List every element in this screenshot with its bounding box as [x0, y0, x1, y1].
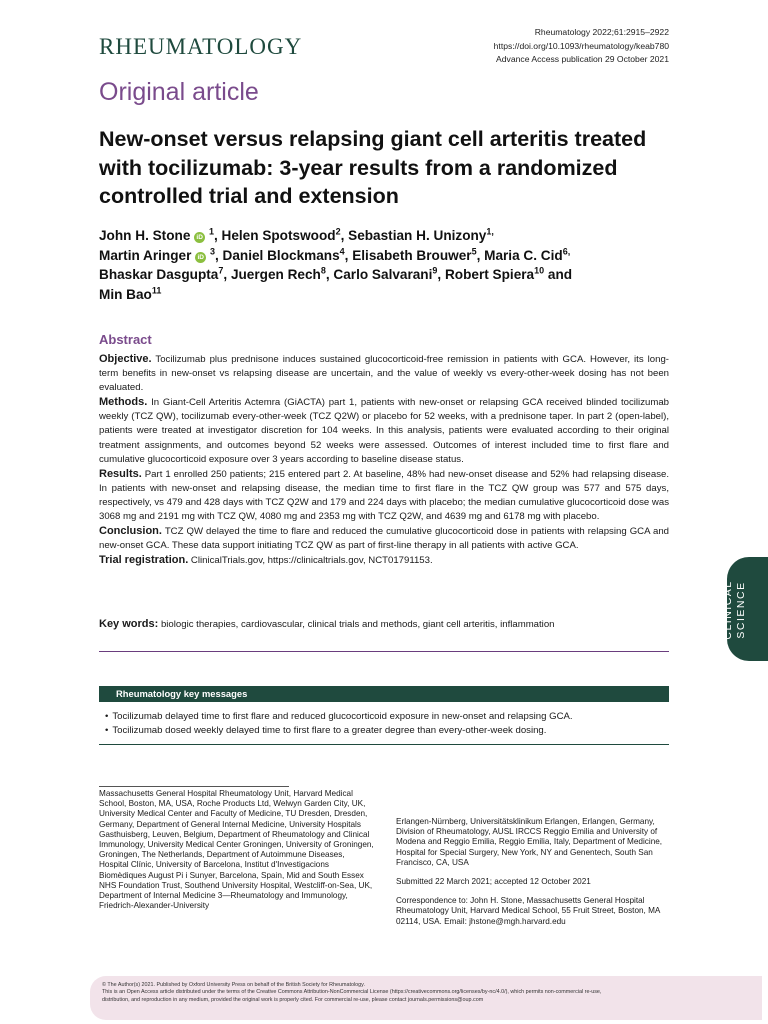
correspondence: Correspondence to: John H. Stone, Massachusetts General Hospital Rheumatology Unit, Harvard Medical School, 55 Fruit Street, Boston, MA 02114, USA. Email: jhstone@mgh.harvard.edu	[396, 896, 660, 926]
abstract-heading: Abstract	[99, 332, 152, 347]
section-divider	[99, 651, 669, 652]
abstract-conclusion: Conclusion. TCZ QW delayed the time to flare and reduced the cumulative glucocorticoid dose in patients with relapsing GCA and new-onset GCA. These data support initiating TCZ QW as part of first-line therapy in all patients with active GCA.	[99, 525, 669, 552]
abstract-objective: Objective. Tocilizumab plus prednisone induces sustained glucocorticoid-free remission in patients with GCA. However, its long-term benefits in new-onset vs relapsing disease are uncertain, and the value of weekly vs every-other-week dosing has not been evaluated.	[99, 353, 669, 394]
key-messages-heading: Rheumatology key messages	[99, 686, 669, 702]
list-item: • Tocilizumab delayed time to first flare and reduced glucocorticoid exposure in new-onset and relapsing GCA.	[105, 710, 665, 724]
author-name[interactable]: Bhaskar Dasgupta	[99, 267, 219, 282]
author-name[interactable]: , Juergen Rech	[223, 267, 321, 282]
submission-dates: Submitted 22 March 2021; accepted 12 October 2021	[396, 877, 591, 887]
list-item: • Tocilizumab dosed weekly delayed time to first flare to a greater degree than every-other-week dosing.	[105, 724, 665, 738]
orcid-icon[interactable]: iD	[195, 252, 206, 263]
author-name[interactable]: , Robert Spiera	[437, 267, 535, 282]
license-text: © The Author(s) 2021. Published by Oxford University Press on behalf of the British Society for Rheumatology. This is an Open Access article distributed under the terms of the Creative Commons Attribution-NonCommercial License (https://creativecommons.org/licenses/by-nc/4.0/), which permits non-commercial re-use, distribution, and reproduction in any medium, provided the original work is properly cited. For commercial re-use, please contact journals.permissions@oup.com	[102, 982, 602, 1003]
affiliations-left: Massachusetts General Hospital Rheumatology Unit, Harvard Medical School, Boston, MA, USA, Roche Products Ltd, Welwyn Garden City, UK, University Medical Center and Faculty of Medicine, TU Dresden, Dresden, Germany, Department of General Internal Medicine, University Hospitals Gasthuisberg, Leuven, Belgium, Department of Rheumatology and Clinical Immunology, University Medical Center Groningen, University of Groningen, Groningen, The Netherlands, Department of Autoimmune Diseases, Hospital Clínic, University of Barcelona, Institut d'Investigacions Biomèdiques August Pi i Sunyer, Barcelona, Spain, Mid and South Essex NHS Foundation Trust, Southend University Hospital, Westcliff-on-Sea, UK, Department of Internal Medicine 3—Rheumatology and Immunology, Friedrich-Alexander-University	[99, 789, 374, 911]
affiliations-right	[396, 817, 672, 936]
footnote-divider	[99, 786, 289, 787]
author-name[interactable]: John H. Stone	[99, 228, 191, 243]
abstract-body	[99, 352, 669, 568]
key-messages-list	[105, 710, 665, 738]
doi-link[interactable]: https://doi.org/10.1093/rheumatology/keab780	[493, 40, 669, 51]
author-name[interactable]: , Daniel Blockmans	[214, 247, 340, 263]
section-tab-label: CLINICAL SCIENCE	[722, 580, 747, 640]
author-name[interactable]: , Sebastian H. Unizony	[340, 228, 487, 243]
affiliations-continued: Erlangen-Nürnberg, Universitätsklinikum Erlangen, Erlangen, Germany, Division of Rheumatology, AUSL IRCCS Reggio Emilia and University of Modena and Reggio Emilia, Reggio Emilia, Italy, Department of Medicine, Hospital for Special Surgery, New York, NY and Genentech, South San Francisco, CA, USA	[396, 817, 663, 867]
author-name[interactable]: Martin Aringer	[99, 247, 192, 263]
article-type: Original article	[99, 78, 259, 106]
author-name[interactable]: , Maria C. Cid	[476, 247, 563, 263]
publication-date: Advance Access publication 29 October 2021	[496, 54, 669, 64]
license-footer	[90, 976, 762, 1020]
citation-block	[409, 26, 669, 67]
citation-volume: Rheumatology 2022;61:2915–2922	[534, 27, 669, 37]
key-messages-box	[99, 686, 669, 745]
author-list: John H. Stone iD $^1$, Helen Spotswood$^2$, Sebastian H. Unizony$^{1,}$ Martin Aringer iD $^3$, Daniel Blockmans$^4$, Elisabeth Brouwer$^5$, Maria C. Cid$^{6,}$ Bhaskar Dasgupta$^7$, Juergen Rech$^8$, Carlo Salvarani$^9$, Robert Spiera$^{10}$ and Min Bao$^{11}$	[99, 226, 573, 302]
author-name[interactable]: , Carlo Salvarani	[325, 267, 433, 282]
orcid-icon[interactable]: iD	[194, 232, 205, 243]
abstract-trial-registration: Trial registration. ClinicalTrials.gov, https://clinicaltrials.gov, NCT01791153.	[99, 554, 433, 567]
article-title: New-onset versus relapsing giant cell arteritis treated with tocilizumab: 3-year results from a randomized controlled trial and extension	[99, 127, 647, 208]
abstract-methods: Methods. In Giant-Cell Arteritis Actemra (GiACTA) part 1, patients with new-onset or relapsing GCA received blinded tocilizumab weekly (TCZ QW), tocilizumab every-other-week (TCZ Q2W) or placebo for 52 weeks, with a prednisone taper. In part 2 (open-label), patients were treated at investigator discretion for 104 weeks. In this analysis, patients were evaluated according to their original treatment assignments, and outcomes beyond 52 weeks were assessed. Outcomes of interest included time to first flare and cumulative glucocorticoid exposure over 3 years according to baseline disease status.	[99, 396, 669, 465]
author-name[interactable]: Min Bao	[99, 286, 152, 302]
keywords: Key words: biologic therapies, cardiovascular, clinical trials and methods, giant cell arteritis, inflammation	[99, 618, 555, 630]
abstract-results: Results. Part 1 enrolled 250 patients; 215 entered part 2. At baseline, 48% had new-onset disease and 52% had relapsing disease. In patients with new-onset and relapsing disease, the median time to first flare in the TCZ QW group was 577 and 575 days, respectively, vs 479 and 428 days with TCZ Q2W and 179 and 224 days with placebo; the median cumulative glucocorticoid dose was 3068 mg and 2191 mg with TCZ QW, 4080 mg and 2353 mg with TCZ Q2W, and 4639 mg and 6178 mg with placebo.	[99, 467, 669, 523]
author-name[interactable]: , Elisabeth Brouwer	[344, 247, 472, 263]
author-name[interactable]: , Helen Spotswood	[213, 228, 336, 243]
journal-name: RHEUMATOLOGY	[99, 34, 303, 59]
